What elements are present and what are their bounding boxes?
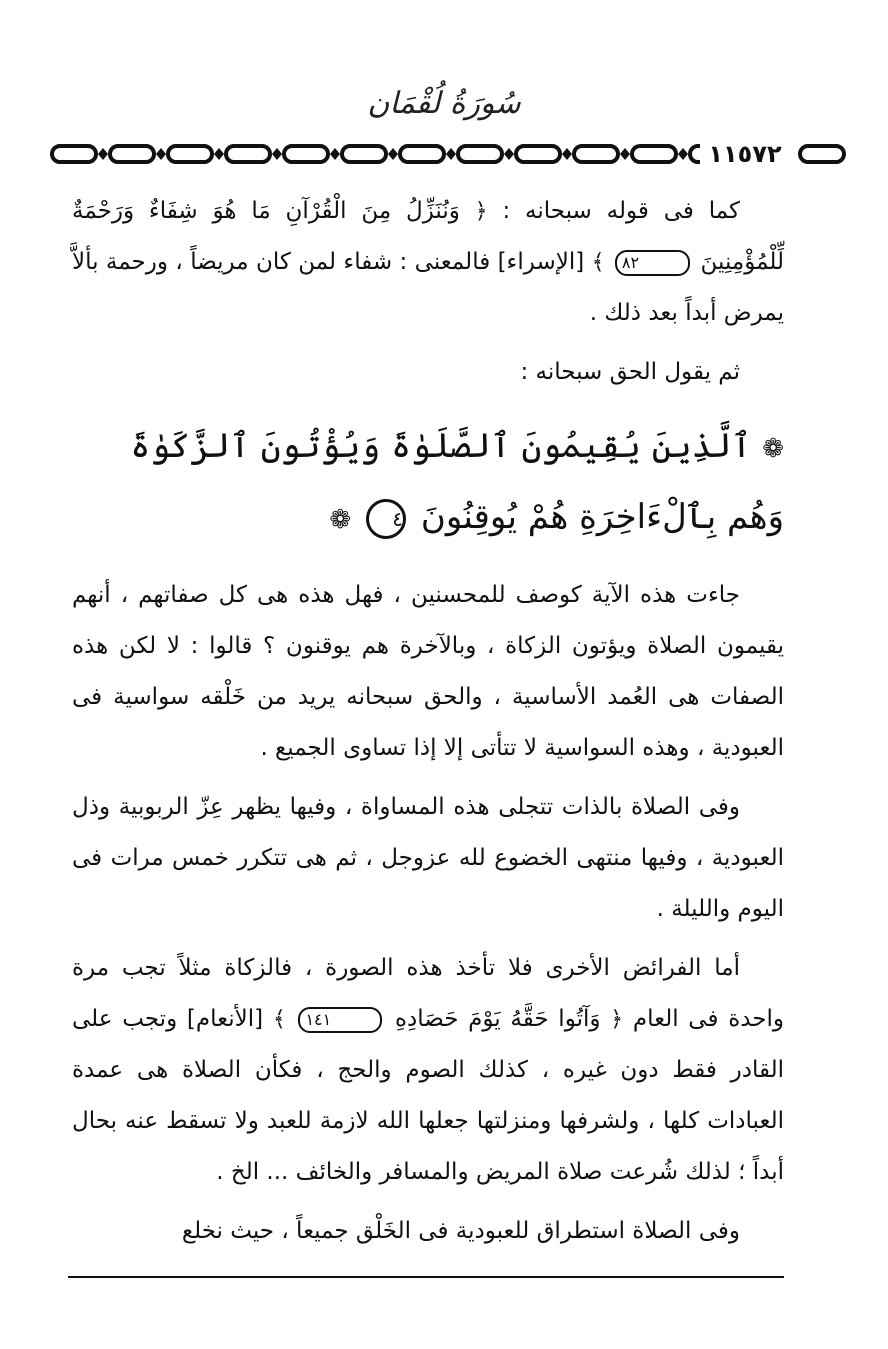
surah-title: سُورَةُ لُقْمَان xyxy=(367,86,521,121)
quran-quote: وَنُنَزِّلُ مِنَ الْقُرْآنِ مَا هُوَ شِفَاءٌ وَرَحْمَةٌ لِّلْمُؤْمِنِينَ xyxy=(72,198,785,275)
quran-verse-block xyxy=(72,412,784,554)
verse-open-ornament-icon: ❁ xyxy=(762,434,784,464)
paragraph-3: جاءت هذه الآية كوصف للمحسنين ، فهل هذه هى كل صفاتهم ، أنهم يقيمون الصلاة ويؤتون الزكاة ، وبالآخرة هم يوقنون ؟ قالوا : لا لكن هذه الصفات هى العُمد الأساسية ، والحق سبحانه يريد من خَلْقه سواسية فى العبودية ، وهذه السواسية لا تتأتى إلا إذا تساوى الجميع . xyxy=(72,582,784,761)
quote-bracket-open-2: ﴿ xyxy=(610,1007,624,1032)
verse-close-ornament-icon: ❁ xyxy=(329,505,352,535)
ayah-end-marker: ٤ xyxy=(366,499,406,539)
quote-bracket-close: ﴾ xyxy=(591,250,605,275)
quote-bracket-open: ﴿ xyxy=(474,199,488,224)
paragraph-5 xyxy=(72,943,784,1198)
paragraph-1-intro: كما فى قوله سبحانه : xyxy=(502,198,740,224)
page-number: ١١٥٧٢ xyxy=(700,140,790,168)
paragraph-2: ثم يقول الحق سبحانه : xyxy=(520,359,740,385)
verse-line-1-text: ٱلَّذِينَ يُقِيمُونَ ٱلصَّلَوٰةَ وَيُؤْتُونَ ٱلزَّكَوٰةَ xyxy=(130,426,752,466)
ayah-number-badge: ٨٢ xyxy=(615,250,690,276)
footer-rule xyxy=(68,1276,784,1278)
paragraph-1-rest: [الإسراء] فالمعنى : شفاء لمن كان مريضاً ، ورحمة بألاَّ يمرض أبداً بعد ذلك . xyxy=(72,249,784,326)
verse-line-2 xyxy=(72,483,784,554)
paragraph-6: وفى الصلاة استطراق للعبودية فى الخَلْق جميعاً ، حيث نخلع xyxy=(181,1218,740,1244)
verse-line-1 xyxy=(72,412,784,483)
paragraph-5-intro: أما الفرائض الأخرى فلا تأخذ هذه الصورة ، فالزكاة مثلاً تجب مرة واحدة فى العام xyxy=(72,955,785,1032)
paragraph-1 xyxy=(72,186,784,339)
quote-bracket-close-2: ﴾ xyxy=(272,1007,286,1032)
quran-quote-2: وَآتُوا حَقَّهُ يَوْمَ حَصَادِهِ xyxy=(394,1006,601,1032)
verse-line-2-text: وَهُم بِٱلْءَاخِرَةِ هُمْ يُوقِنُونَ xyxy=(420,497,784,537)
body-text xyxy=(72,186,784,1265)
paragraph-5-rest: [الأنعام] وتجب على القادر فقط دون غيره ، كذلك الصوم والحج ، فكأن الصلاة هى عمدة العبادات كلها ، ولشرفها ومنزلتها جعلها الله لازمة للعبد ولا تسقط عنه بحال أبداً ؛ لذلك شُرعت صلاة المريض والمسافر والخائف ... الخ . xyxy=(72,1006,784,1185)
paragraph-4: وفى الصلاة بالذات تتجلى هذه المساواة ، وفيها يظهر عِزّ الربوبية وذل العبودية ، وفيها منتهى الخضوع لله عزوجل ، ثم هى تتكرر خمس مرات فى اليوم والليلة . xyxy=(72,794,784,922)
ayah-number-badge-2: ١٤١ xyxy=(298,1007,382,1033)
